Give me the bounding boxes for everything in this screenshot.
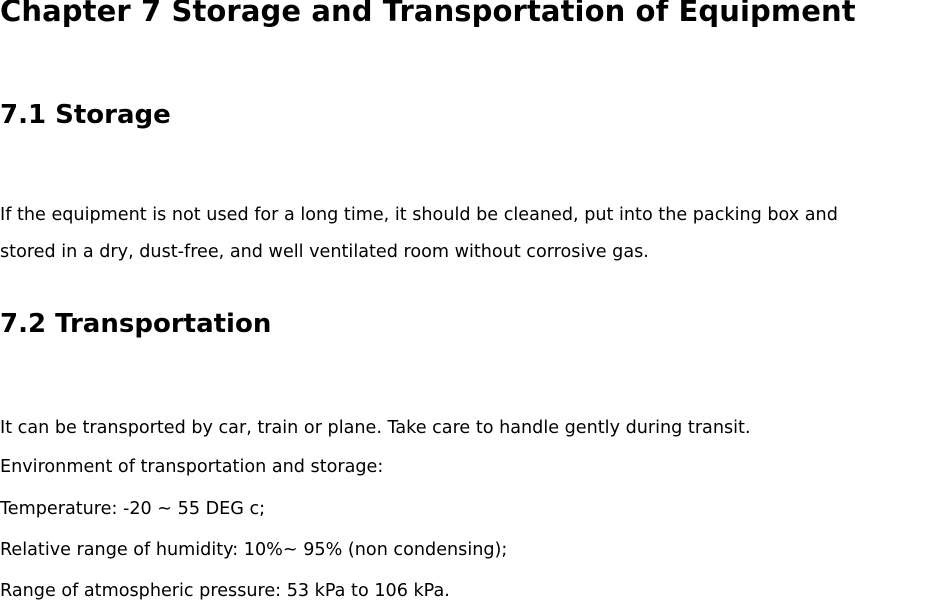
chapter-title: Chapter 7 Storage and Transportation of Equipment [0,0,856,28]
section-heading-transportation: 7.2 Transportation [0,309,272,339]
storage-paragraph-line-2: stored in a dry, dust-free, and well ventilated room without corrosive gas. [0,242,649,262]
section-heading-storage: 7.1 Storage [0,100,171,130]
pressure-spec: Range of atmospheric pressure: 53 kPa to 106 kPa. [0,581,450,601]
humidity-spec: Relative range of humidity: 10%~ 95% (non condensing); [0,540,508,560]
temperature-spec: Temperature: -20 ~ 55 DEG c; [0,499,266,519]
environment-label: Environment of transportation and storage: [0,457,384,477]
transport-paragraph-line: It can be transported by car, train or plane. Take care to handle gently during transit. [0,418,751,438]
storage-paragraph-line-1: If the equipment is not used for a long time, it should be cleaned, put into the packing box and [0,205,838,225]
